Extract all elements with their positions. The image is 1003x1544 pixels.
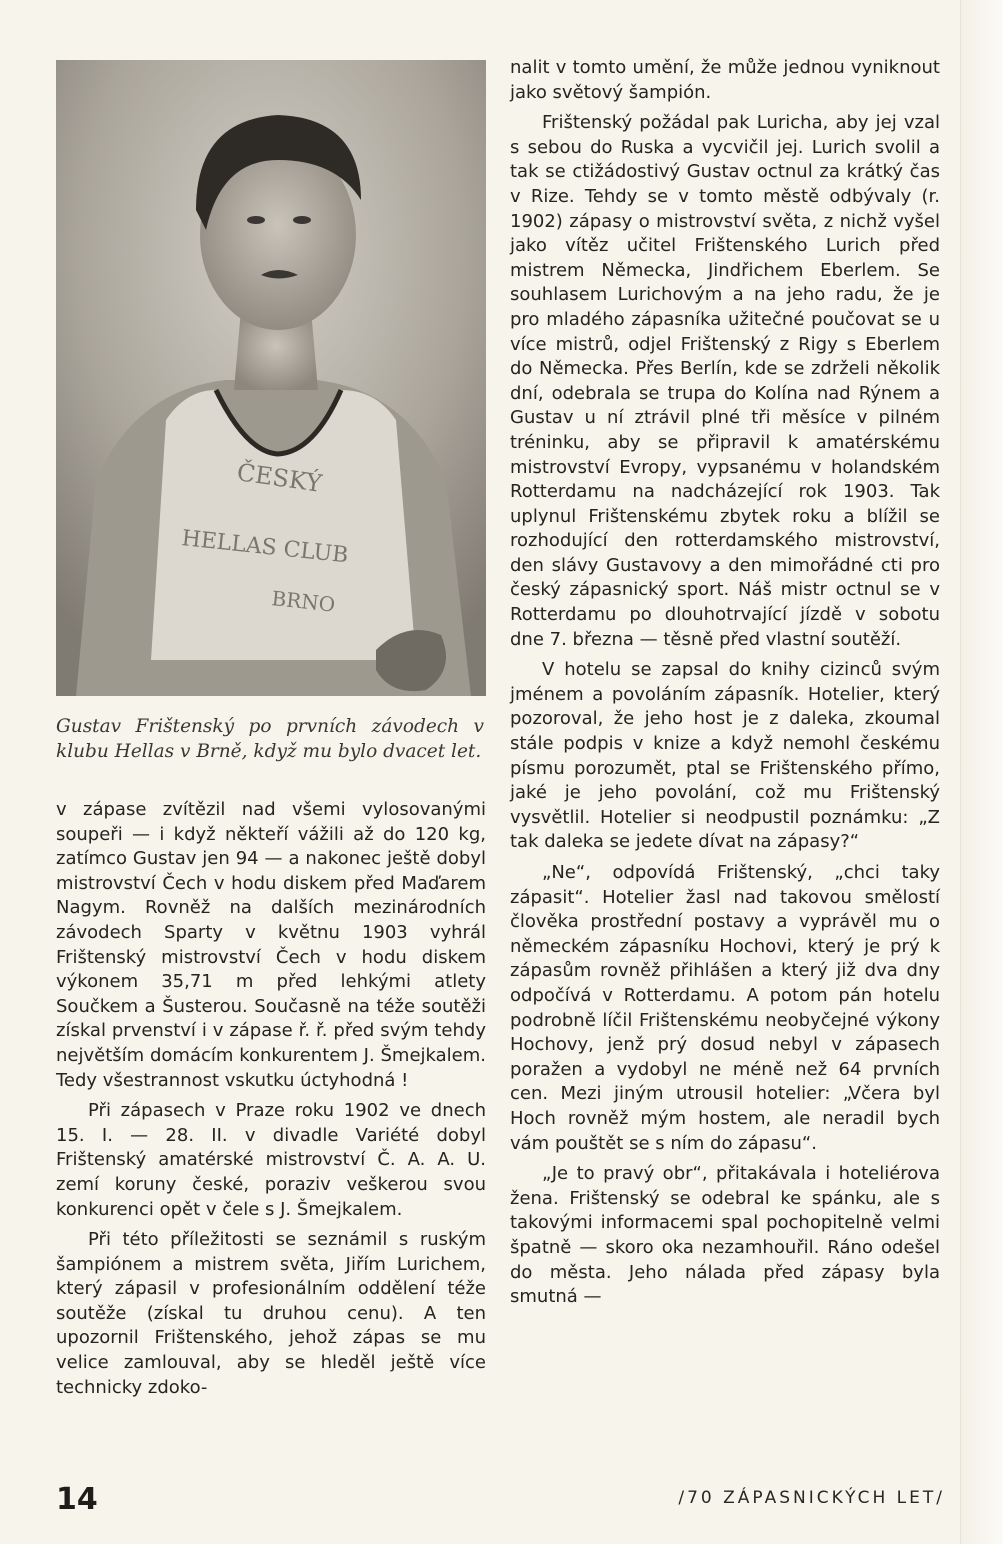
- right-column: [510, 56, 940, 1310]
- paragraph: V hotelu se zapsal do knihy cizinců svým jménem a povoláním zápasník. Hotelier, který pozoroval, že jeho host je z daleka, zkoumal stále podpis v knize a když nemohl českému písmu porozumět, ptal se Frištenského přímo, jaké je jeho povolání, což mu Frištenský vysvětlil. Hotelier si neodpustil poznámku: „Z tak daleka se jedete dívat na zápasy?“: [510, 659, 940, 853]
- left-column: [56, 798, 486, 1400]
- paragraph: Frištenský požádal pak Luricha, aby jej vzal s sebou do Ruska a vycvičil jej. Lurich svolil a tak se ctižádostivý Gustav octnul za krátký čas v Rize. Tehdy se v tomto městě odbývaly (r. 1902) zápasy o mistrovství světa, z nichž vyšel jako vítěz učitel Frištenského Lurich před mistrem Německa, Jindřichem Eberlem. Se souhlasem Lurichovým a na jeho radu, že je pro mladého zápasníka užitečné poučovat se u více mistrů, odjel Frištenský z Rigy s Eberlem do Německa. Přes Berlín, kde se zdrželi několik dní, odebrala se trupa do Kolína nad Rýnem a Gustav u ní ztrávil plné tři měsíce v pilném tréninku, aby se připravil k amatérskému mistrovství Evropy, vypsanému v holandském Rotterdamu na nadcházející rok 1903. Tak uplynul Frištenskému zbytek roku a blížil se rozhodující den rotterdamského mistrovství, den slávy Gustavovy a den mimořádné cti pro český zápasnický sport. Náš mistr octnul se v Rotterdamu po dlouhotrvající jízdě v sobotu dne 7. března — těsně před vlastní soutěží.: [510, 112, 940, 650]
- paragraph: „Ne“, odpovídá Frištenský, „chci taky zápasit“. Hotelier žasl nad takovou smělostí člověka prostřední postavy a vyprávěl mu o německém zápasníku Hochovi, který je prý k zápasům rovněž přihlášen a který již dva dny odpočívá v Rotterdamu. A potom pán hotelu podrobně líčil Frištenskému neobyčejné výkony Hochovy, jenž prý dosud nebyl v zápasech poražen a vydobyl ne méně než 64 prvních cen. Mezi jiným utrousil hotelier: „Včera byl Hoch rovněž mým hostem, ale neradil bych vám pouštět se s ním do zápasu“.: [510, 862, 940, 1154]
- paragraph: nalit v tomto umění, že může jednou vyniknout jako světový šampión.: [510, 57, 940, 103]
- torn-page-edge: [960, 0, 1003, 1544]
- page-number: 14: [56, 1482, 98, 1517]
- paragraph: „Je to pravý obr“, přitakávala i hoteliérova žena. Frištenský se odebral ke spánku, ale s takovými informacemi spal pochopitelně velmi špatně — skoro oka nezamhouřil. Ráno odešel do města. Jeho nálada před zápasy byla smutná —: [510, 1163, 940, 1308]
- svg-text:ČESKÝ: ČESKÝ: [235, 458, 324, 498]
- portrait-photo-icon: [56, 60, 486, 696]
- paragraph: Při této příležitosti se seznámil s ruským šampiónem a mistrem světa, Jiřím Lurichem, který zápasil v profesionálním oddělení téže soutěže (získal tu druhou cenu). A ten upozornil Frištenského, jehož zápas se mu velice zamlouval, aby se hleděl ještě více technicky zdoko-: [56, 1229, 486, 1398]
- photo-caption: Gustav Frištenský po prvních závodech v klubu Hellas v Brně, když mu bylo dvacet let.: [56, 716, 484, 762]
- svg-text:BRNO: BRNO: [270, 586, 337, 617]
- paragraph: Při zápasech v Praze roku 1902 ve dnech 15. I. — 28. II. v divadle Variété dobyl Frištenský amatérské mistrovství Č. A. A. U. zemí koruny české, poraziv veškerou svou konkurenci opět v čele s J. Šmejkalem.: [56, 1100, 486, 1220]
- svg-text:HELLAS CLUB: HELLAS CLUB: [180, 526, 350, 569]
- portrait-photo: [56, 60, 486, 696]
- paragraph: v zápase zvítězil nad všemi vylosovanými soupeři — i když někteří vážili až do 120 kg, zatímco Gustav jen 94 — a nakonec ještě dobyl mistrovství Čech v hodu diskem před Maďarem Nagym. Rovněž na dalších mezinárodních závodech Sparty v květnu 1903 vyhrál Frištenský mistrovství Čech v hodu diskem výkonem 35,71 m před lehkými atlety Součkem a Šusterou. Současně na téže soutěži získal prvenství i v zápase ř. ř. před svým tehdy největším domácím konkurentem J. Šmejkalem. Tedy všestrannost vskutku úctyhodná !: [56, 799, 486, 1091]
- running-title: /70 ZÁPASNICKÝCH LET/: [678, 1488, 945, 1508]
